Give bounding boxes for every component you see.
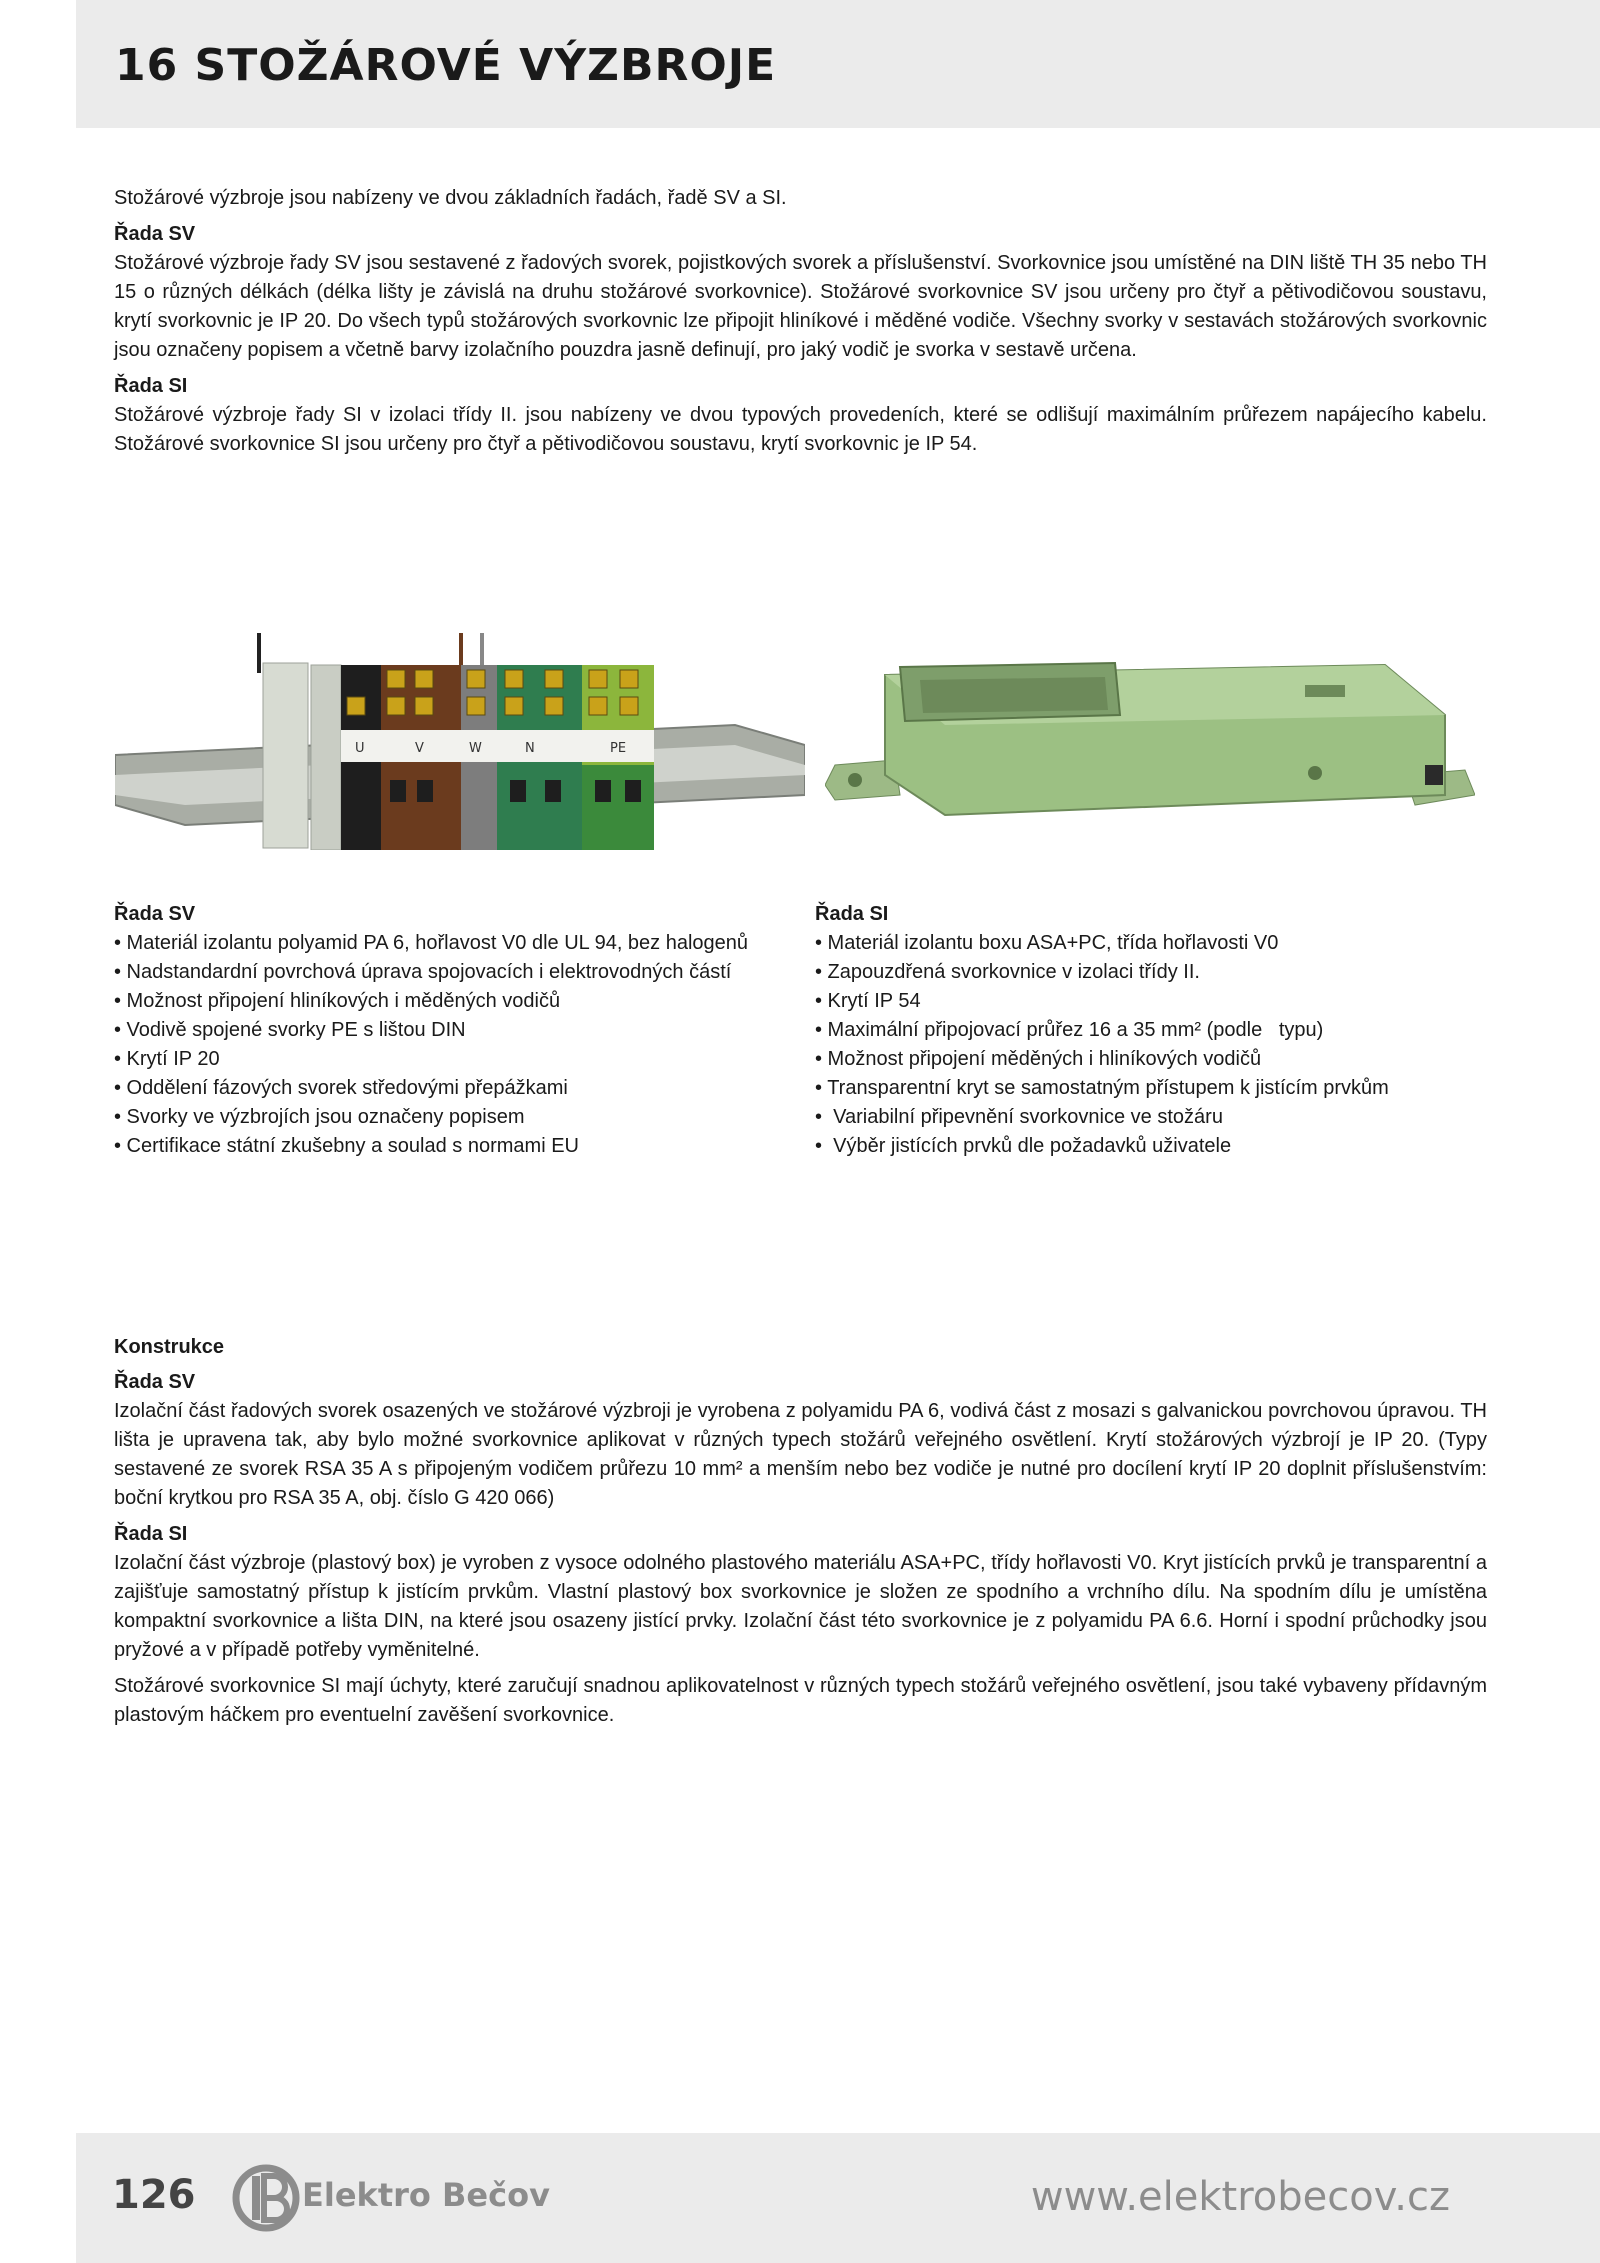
- list-item: • Možnost připojení měděných i hliníkových vodičů: [815, 1048, 1262, 1070]
- list-item: • Nadstandardní povrchová úprava spojovacích i elektrovodných částí: [114, 961, 732, 983]
- features-sv-heading: Řada SV: [114, 903, 196, 925]
- konstrukce-sv-heading: Řada SV: [114, 1371, 196, 1393]
- features-sv: [114, 900, 794, 1161]
- list-item: • Certifikace státní zkušebny a soulad s normami EU: [114, 1135, 579, 1157]
- list-item: • Vodivě spojené svorky PE s lištou DIN: [114, 1019, 466, 1041]
- konstrukce-section: [114, 1333, 1487, 1737]
- intro-sv-text: Stožárové výzbroje řady SV jsou sestavené z řadových svorek, pojistkových svorek a příslušenství. Svorkovnice jsou umístěné na DIN liště TH 35 nebo TH 15 o různých délkách (délka lišty je závislá na druhu stožárové svorkovnice). Stožárové svorkovnice SV jsou určeny pro čtyř a pětivodičovou soustavu, krytí svorkovnic je IP 20. Do všech typů stožárových svorkovnic lze připojit hliníkové i měděné vodiče. Všechny svorky v sestavách stožárových svorkovnic jsou označeny popisem a včetně barvy izolačního pouzdra jasně definují, pro jaký vodič je svorka v sestavě určena.: [114, 252, 1487, 361]
- list-item: • Krytí IP 20: [114, 1048, 220, 1070]
- terminal-label-v: V: [415, 741, 424, 756]
- list-item: • Variabilní připevnění svorkovnice ve stožáru: [815, 1106, 1223, 1128]
- terminal-label-u: U: [355, 741, 365, 756]
- terminal-label-n: N: [525, 741, 535, 756]
- brand-name: Elektro Bečov: [302, 2176, 550, 2214]
- page-title: 16 STOŽÁROVÉ VÝZBROJE: [115, 40, 777, 91]
- terminal-label-pe: PE: [610, 741, 627, 756]
- intro-si-text: Stožárové výzbroje řady SI v izolaci třídy II. jsou nabízeny ve dvou typových provedeních, které se odlišují maximálním průřezem napájecího kabelu. Stožárové svorkovnice SI jsou určeny pro čtyř a pětivodičovou soustavu, krytí svorkovnic je IP 54.: [114, 404, 1487, 455]
- konstrukce-si-text: Izolační část výzbroje (plastový box) je vyroben z vysoce odolného plastového materiálu ASA+PC, třídy hořlavosti V0. Kryt jistících prvků je transparentní a zajišťuje samostatný přístup k jistícím prvkům. Vlastní plastový box svorkovnice je složen ze spodního a vrchního dílu. Na spodním dílu je umístěna kompaktní svorkovnice a lišta DIN, na které jsou osazeny jistící prvky. Izolační část této svorkovnice je z polyamidu PA 6.6. Horní i spodní průchodky jsou pryžové a v případě potřeby vyměnitelné.: [114, 1552, 1487, 1661]
- list-item: • Materiál izolantu polyamid PA 6, hořlavost V0 dle UL 94, bez halogenů: [114, 932, 749, 954]
- list-item: • Materiál izolantu boxu ASA+PC, třída hořlavosti V0: [815, 932, 1279, 954]
- features-si-heading: Řada SI: [815, 903, 889, 925]
- list-item: • Transparentní kryt se samostatným přístupem k jistícím prvkům: [815, 1077, 1389, 1099]
- features-si-list: [815, 929, 1495, 1161]
- list-item: • Svorky ve výzbrojích jsou označeny popisem: [114, 1106, 525, 1128]
- intro-lead: Stožárové výzbroje jsou nabízeny ve dvou základních řadách, řadě SV a SI.: [114, 187, 787, 209]
- list-item: • Maximální připojovací průřez 16 a 35 mm² (podle typu): [815, 1019, 1324, 1041]
- features-si: [815, 900, 1495, 1161]
- list-item: • Výběr jistících prvků dle požadavků uživatele: [815, 1135, 1232, 1157]
- konstrukce-heading: Konstrukce: [114, 1336, 225, 1358]
- sv-terminal-assembly-photo: [115, 625, 805, 850]
- features-sv-list: [114, 929, 794, 1161]
- terminal-label-w: W: [469, 741, 482, 756]
- intro-sv-heading: Řada SV: [114, 223, 196, 245]
- list-item: • Oddělení fázových svorek středovými přepážkami: [114, 1077, 568, 1099]
- konstrukce-si-heading: Řada SI: [114, 1523, 188, 1545]
- intro-section: [114, 184, 1487, 466]
- intro-si-heading: Řada SI: [114, 375, 188, 397]
- website-url[interactable]: www.elektrobecov.cz: [1030, 2174, 1450, 2220]
- list-item: • Zapouzdřená svorkovnice v izolaci třídy II.: [815, 961, 1200, 983]
- konstrukce-closing-text: Stožárové svorkovnice SI mají úchyty, které zaručují snadnou aplikovatelnost v různých typech stožárů veřejného osvětlení, jsou také vybaveny přídavným plastovým háčkem pro eventuelní zavěšení svorkovnice.: [114, 1675, 1487, 1726]
- si-insulated-box-photo: [825, 655, 1475, 825]
- konstrukce-sv-text: Izolační část řadových svorek osazených ve stožárové výzbroji je vyrobena z polyamidu PA 6, vodivá část z mosazi s galvanickou povrchovou úpravou. TH lišta je upravena tak, aby bylo možné svorkovnice aplikovat v různých typech stožárů veřejného osvětlení. Krytí stožárových výzbrojí je IP 20. (Typy sestavené ze svorek RSA 35 A s připojeným vodičem průřezu 10 mm² a menším nebo bez vodiče je nutné pro docílení krytí IP 20 doplnit příslušenstvím: boční krytkou pro RSA 35 A, obj. číslo G 420 066): [114, 1400, 1487, 1509]
- list-item: • Možnost připojení hliníkových i měděných vodičů: [114, 990, 561, 1012]
- list-item: • Krytí IP 54: [815, 990, 921, 1012]
- page-number: 126: [112, 2172, 196, 2218]
